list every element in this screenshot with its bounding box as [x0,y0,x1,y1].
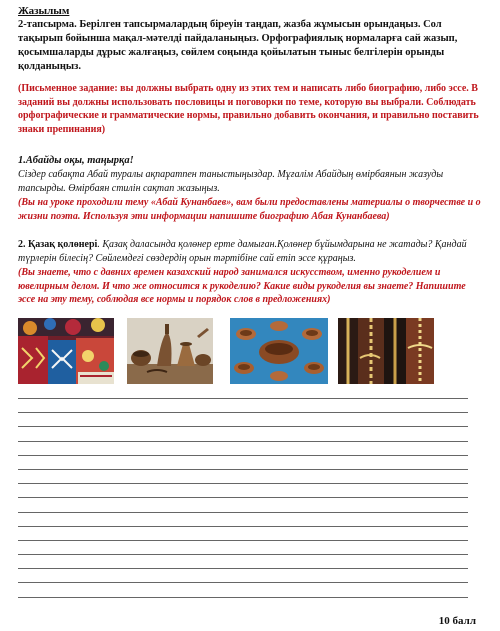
task-instructions-kz: 2-тапсырма. Берілген тапсырмалардың біреуін таңдап, жазба жұмысын орындаңыз. Сол тақырып бойынша мақал-мәтелді пайдаланыңыз. Орфографиялық нормаларға сай жазып, қосымшаларды дұрыс жалғаңыз, сөйлем соңында қойылатын тыныс белгілерін орынды қолданыңыз. [18,19,458,72]
clay-pottery-photo [230,318,328,384]
page-heading: Жазылым [18,5,70,17]
answer-line[interactable] [18,497,468,498]
answer-line[interactable] [18,398,468,399]
answer-line[interactable] [18,582,468,583]
craft-photos [0,318,500,388]
textile-crafts-photo [18,318,114,384]
task-instructions-ru: (Письменное задание: вы должны выбрать одну из этих тем и написать либо биографию, либо эссе. В заданий вы должны использовать пословицы и поговорки по теме, которую вы выбрали. Соблюдать орфографические и грамматические нормы, правильно добавить окончания, и правильно поставить знаки препинания) [18,83,479,135]
answer-line[interactable] [18,512,468,513]
answer-line[interactable] [18,597,468,598]
answer-line[interactable] [18,455,468,456]
section1-title: 1.Абайды оқы, таңырқа! [18,155,134,166]
answer-lines[interactable] [18,398,468,611]
answer-line[interactable] [18,469,468,470]
section1-text-kz: Сіздер сабақта Абай туралы ақпаратпен таныстыңыздар. Мұғалім Абайдың өмірбаянын жазуды тапсырды. Өмірбаян стилін сақтап жазыңыз. [18,169,444,194]
answer-line[interactable] [18,483,468,484]
answer-line[interactable] [18,412,468,413]
answer-line[interactable] [18,554,468,555]
section2-text-kz-wrap [18,238,482,266]
answer-line[interactable] [18,426,468,427]
wooden-crafts-photo [127,318,213,384]
section-crafts [18,238,482,307]
answer-line[interactable] [18,526,468,527]
section1-text-ru: (Вы на уроке проходили тему «Абай Кунанбаев», вам были предоставлены материалы о творчестве и о жизни поэта. Используя эти информации напишите биографию Абая Кунанбаева) [18,197,481,222]
section-abai [18,154,482,223]
answer-line[interactable] [18,441,468,442]
answer-line[interactable] [18,540,468,541]
embroidered-robes-photo [338,318,434,384]
score-label: 10 балл [438,615,476,627]
section2-text-ru: (Вы знаете, что с давних времен казахский народ занимался искусством, именно рукоделием и ювелирным делом. И что же относится к рукоделию? Какие виды рукоделия вы знаете? Напишите эссе на эту тему, соблюдая все нормы и порядок слов в предложениях) [18,267,466,305]
section2-text-kz: . Қазақ даласында қолөнер ерте дамыған.Қолөнер бұйымдарына не жатады? Қандай түрлерін білесің? Сөйлемдегі сөздердің орын тәртібіне сай етіп эссе құраңыз. [18,239,467,264]
answer-line[interactable] [18,568,468,569]
section2-title: 2. Қазақ қолөнері [18,239,98,250]
